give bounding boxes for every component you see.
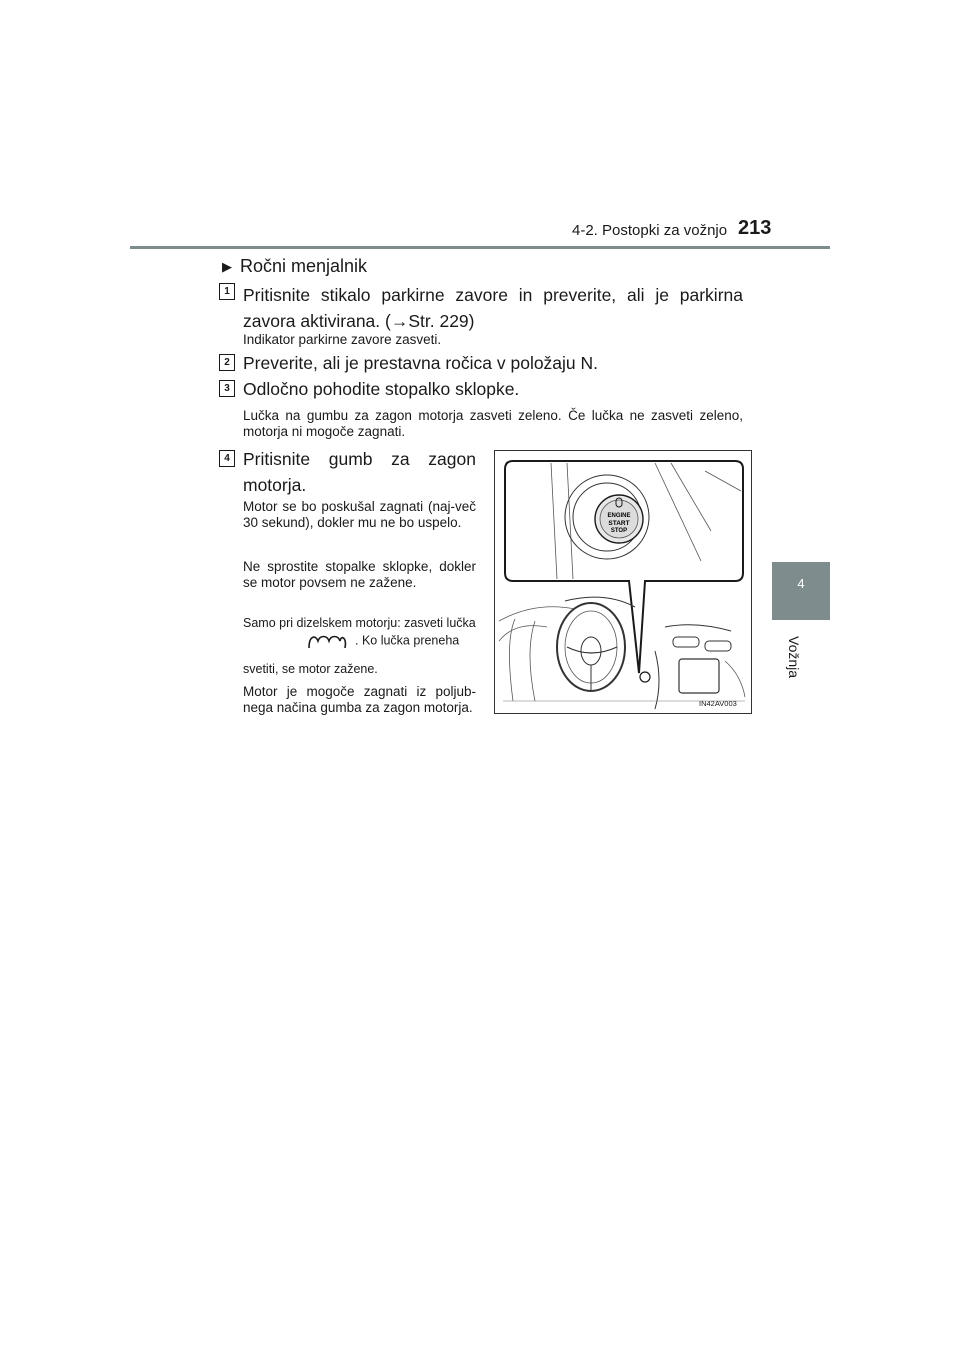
triangle-marker-icon: ▶ — [222, 259, 232, 274]
step-1-note: Indikator parkirne zavore zasveti. — [243, 332, 442, 347]
step-number-2: 2 — [219, 354, 235, 371]
step-number-3: 3 — [219, 380, 235, 397]
step-number-1: 1 — [219, 283, 235, 300]
step-3-note: Lučka na gumbu za zagon motorja zasveti zeleno. Če lučka ne zasveti zeleno, motorja ni mogoče zagnati. — [243, 408, 743, 439]
step-4-last-note: Motor je mogoče zagnati iz poljub-nega načina gumba za zagon motorja. — [243, 684, 476, 715]
subheading — [222, 256, 367, 277]
step-number-4: 4 — [219, 450, 235, 467]
step-3-text: Odločno pohodite stopalko sklopke. — [243, 379, 520, 399]
page-number: 213 — [738, 217, 772, 239]
section-title: 4-2. Postopki za vožnjo — [572, 222, 728, 239]
button-label-start: START — [608, 520, 630, 527]
dashboard-drawing — [495, 451, 751, 713]
step-4-diesel-note-end: svetiti, se motor zažene. — [243, 662, 378, 676]
step-4-note-1: Motor se bo poskušal zagnati (naj-več 30 sekund), dokler mu ne bo uspelo. — [243, 499, 476, 530]
diesel-note-before: Samo pri dizelskem motorju: zasveti lučka — [243, 616, 476, 630]
header-divider — [130, 246, 830, 249]
chapter-number: 4 — [797, 576, 805, 591]
step-4-note-2: Ne sprostite stopalke sklopke, dokler se motor povsem ne zažene. — [243, 559, 476, 590]
subheading-text: Ročni menjalnik — [240, 256, 368, 276]
engine-start-illustration — [494, 450, 752, 714]
button-label-stop: STOP — [610, 528, 628, 534]
figure-code: IN42AV003 — [699, 699, 737, 708]
chapter-tab[interactable] — [772, 562, 830, 620]
chapter-title: Vožnja — [786, 636, 802, 679]
step-4-diesel-note — [243, 615, 476, 651]
glow-plug-indicator-icon — [305, 631, 349, 651]
diesel-note-after: . Ko lučka preneha — [355, 633, 460, 648]
button-label-engine: ENGINE — [607, 513, 631, 519]
step-4-text: Pritisnite gumb za zagon motorja. — [243, 449, 476, 495]
step-1-text: Pritisnite stikalo parkirne zavore in preverite, ali je parkirna zavora aktivirana. (→Str. 229) — [243, 285, 743, 331]
step-2-text: Preverite, ali je prestavna ročica v položaju N. — [243, 353, 599, 373]
